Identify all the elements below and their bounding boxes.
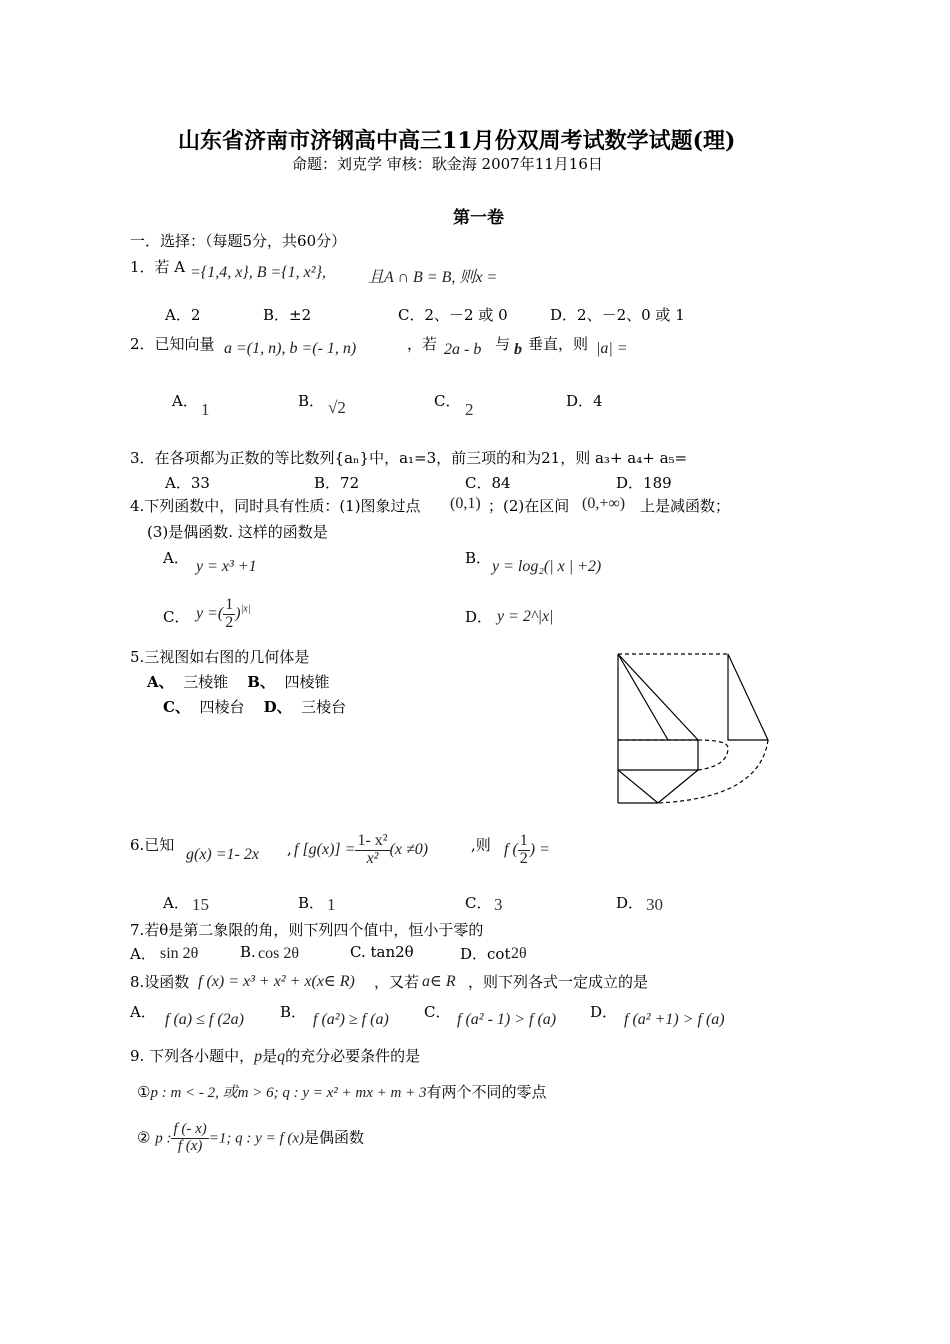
q5-options-line2 (163, 696, 346, 717)
q5-option-d: 三棱台 (301, 698, 347, 716)
q4-stem-line1-b: ；(2)在区间 (488, 497, 570, 515)
q4-option-c-suffix: )$^{|x|}$ (235, 603, 251, 622)
three-view-figure (610, 648, 780, 810)
q9-item1-text: 有两个不同的零点 (426, 1083, 547, 1101)
q7-option-d-label: D．cot (460, 945, 511, 963)
q4-option-c-prefix: y =( (196, 604, 224, 622)
q2-label-c: C． (434, 392, 461, 410)
q3-stem: 3．在各项都为正数的等比数列{aₙ}中，a₁=3，前三项的和为21，则 a₃+ a₄+ a₅= (130, 449, 688, 467)
q8-stem-prefix: 8.设函数 (130, 973, 190, 991)
q2-stem-suffix: 垂直，则 (528, 335, 589, 353)
q6-f-lhs: f [g(x)] = (294, 840, 356, 858)
q6-f-den: x² (366, 849, 379, 867)
q8-stem-suffix: ，则下列各式一定成立的是 (468, 973, 649, 991)
q5-options-line1 (147, 671, 330, 692)
q6-ask-end: ) = (529, 840, 550, 858)
page-title: 山东省济南市济钢高中高三11月份双周考试数学试题(理) (178, 128, 736, 154)
q6-label-d: D． (616, 894, 644, 912)
q9-item2-rest: =1; q : y = f (x) (208, 1130, 305, 1147)
q1-option-b: B．±2 (263, 306, 312, 324)
q5-option-b-label: B、 (247, 673, 275, 691)
q1-option-d: D．2、－2、0 或 1 (550, 306, 685, 324)
q7-option-c: C. tan2θ (350, 943, 414, 961)
q3-option-d: D．189 (616, 474, 672, 492)
part1-header: 一．选择：（每题5分，共60分） (130, 232, 347, 250)
q8-stem-mid: ，又若 (374, 973, 420, 991)
q8-label-c: C． (424, 1003, 451, 1021)
q9-stem (130, 1045, 420, 1066)
q4-stem-line2: (3)是偶函数. 这样的函数是 (147, 523, 328, 541)
q1-stem-suffix: 且A ∩ B = B, 则x = (368, 269, 498, 286)
q2-stem-abs: |a| = (596, 340, 628, 357)
q7-option-d: 2θ (511, 945, 527, 962)
q6-label-a: A． (163, 894, 189, 912)
q1-stem-prefix: 1．若 A (130, 258, 186, 276)
q2-value-c: 2 (465, 400, 474, 419)
q5-option-a: 三棱锥 (183, 673, 229, 691)
q9-item2-frac-num: f (- x) (173, 1121, 207, 1137)
q2-label-d: D．4 (566, 392, 603, 410)
q9-stem-suffix: 的充分必要条件的是 (285, 1047, 421, 1065)
q8-option-b: f (a²) ≥ f (a) (313, 1011, 389, 1028)
q6-ask-prefix: f ( (504, 840, 518, 858)
q4-stem-interval: (0,+∞) (582, 495, 626, 512)
q8-label-b: B． (280, 1003, 307, 1021)
q7-option-b-label: B. (240, 943, 256, 961)
q5-stem: 5.三视图如右图的几何体是 (130, 648, 310, 666)
q6-value-b: 1 (327, 895, 336, 914)
q9-q: q (277, 1048, 286, 1065)
q6-comma: , (287, 840, 292, 858)
q2-stem-math: a =(1, n), b =(- 1, n) (224, 340, 357, 357)
q2-stem-with: 与 (495, 335, 511, 353)
q1-stem-math: ={1,4, x}, B ={1, x²}, (190, 264, 326, 281)
q3-option-c: C．84 (465, 474, 511, 492)
q6-ask-num: 1 (519, 832, 528, 849)
q4-option-b: y = log₂(| x | +2) (492, 558, 602, 575)
q4-option-c: y =( $\frac{1}{2}$ )$^{|x|}$ (196, 596, 251, 631)
q5-option-c: 四棱台 (199, 698, 245, 716)
q6-f-num: 1- x² (357, 832, 388, 849)
q6-ask (504, 833, 550, 868)
section-heading: 第一卷 (453, 208, 504, 228)
top-view-diag-left (618, 770, 658, 803)
q4-option-d: y = 2^|x| (497, 608, 554, 625)
q3-option-b: B．72 (314, 474, 360, 492)
q9-item1-num: ① (137, 1083, 151, 1101)
q5-option-a-label: A、 (147, 673, 174, 691)
q8-option-c: f (a² - 1) > f (a) (457, 1011, 557, 1028)
front-view-inner-edge (618, 654, 668, 740)
q7-option-a-label: A． (130, 945, 156, 963)
q9-item2-text: 是偶函数 (304, 1128, 365, 1147)
q4-label-c: C． (163, 608, 190, 626)
q7-stem: 7.若θ是第二象限的角，则下列四个值中，恒小于零的 (130, 921, 484, 939)
q6-value-a: 15 (192, 895, 209, 914)
q7-option-a: sin 2θ (160, 945, 199, 962)
q4-label-a: A． (163, 549, 189, 567)
q4-label-d: D． (465, 608, 493, 626)
q4-stem-line1-c: 上是减函数； (640, 497, 731, 515)
q4-label-b: B． (465, 549, 492, 567)
q6-f-def (294, 833, 428, 868)
q1-option-c: C．2、－2 或 0 (398, 306, 508, 324)
q9-item1 (137, 1081, 546, 1102)
q6-f-cond: (x ≠0) (389, 840, 429, 858)
q9-item2-frac-den: f (x) (177, 1137, 203, 1154)
q2-stem-vector: 2a - b (444, 341, 482, 358)
q2-stem-b: b (514, 341, 522, 358)
q2-label-a: A． (172, 392, 198, 410)
q8-option-d: f (a² +1) > f (a) (624, 1011, 725, 1028)
top-view-diag-right (658, 770, 698, 803)
q6-label-c: C． (465, 894, 492, 912)
q9-stem-mid: 是 (262, 1047, 278, 1065)
q5-option-c-label: C、 (163, 698, 190, 716)
q9-item2-p: p : (155, 1130, 172, 1147)
q8-stem-math2: a∈ R (422, 973, 456, 990)
q6-g-def: g(x) =1- 2x (186, 846, 259, 863)
q5-option-d-label: D、 (263, 698, 292, 716)
q5-option-b: 四棱锥 (284, 673, 330, 691)
q2-stem-prefix: 2．已知向量 (130, 335, 215, 353)
q6-stem-prefix: 6.已知 (130, 836, 175, 854)
side-view-outline (728, 654, 768, 740)
q3-option-a: A．33 (165, 474, 210, 492)
q2-value-b: √2 (328, 398, 346, 417)
q6-value-d: 30 (646, 895, 663, 914)
q6-value-c: 3 (494, 895, 503, 914)
page-subtitle: 命题：刘克学 审核：耿金海 2007年11月16日 (292, 155, 603, 173)
q6-stem-then: ,则 (471, 836, 491, 854)
q4-stem-line1-a: 4.下列函数中，同时具有性质：(1)图象过点 (130, 497, 421, 515)
q9-item1-math: p : m < - 2, 或m > 6; q : y = x² + mx + m + 3 (150, 1085, 427, 1101)
q7-option-b: cos 2θ (258, 945, 299, 962)
q2-stem-mid: ，若 (407, 335, 438, 353)
projection-arc-inner (698, 740, 728, 770)
q4-stem-point: (0,1) (450, 495, 481, 512)
q8-label-a: A． (130, 1003, 156, 1021)
q8-option-a: f (a) ≤ f (2a) (165, 1011, 244, 1028)
q1-option-a: A．2 (165, 306, 201, 324)
q2-value-a: 1 (201, 400, 210, 419)
front-view-outline (618, 654, 698, 740)
q4-option-a: y = x³ +1 (196, 558, 257, 575)
q9-stem-prefix: 9. 下列各小题中， (130, 1047, 255, 1065)
q9-item2-num: ② (137, 1128, 151, 1147)
q9-item2 (137, 1122, 364, 1155)
q9-p: p (254, 1048, 263, 1065)
q2-label-b: B． (298, 392, 325, 410)
q6-label-b: B． (298, 894, 325, 912)
q6-ask-den: 2 (519, 849, 528, 867)
q8-stem-math: f (x) = x³ + x² + x(x∈ R) (198, 973, 355, 990)
q8-label-d: D． (590, 1003, 618, 1021)
projection-arc-outer (658, 740, 768, 803)
